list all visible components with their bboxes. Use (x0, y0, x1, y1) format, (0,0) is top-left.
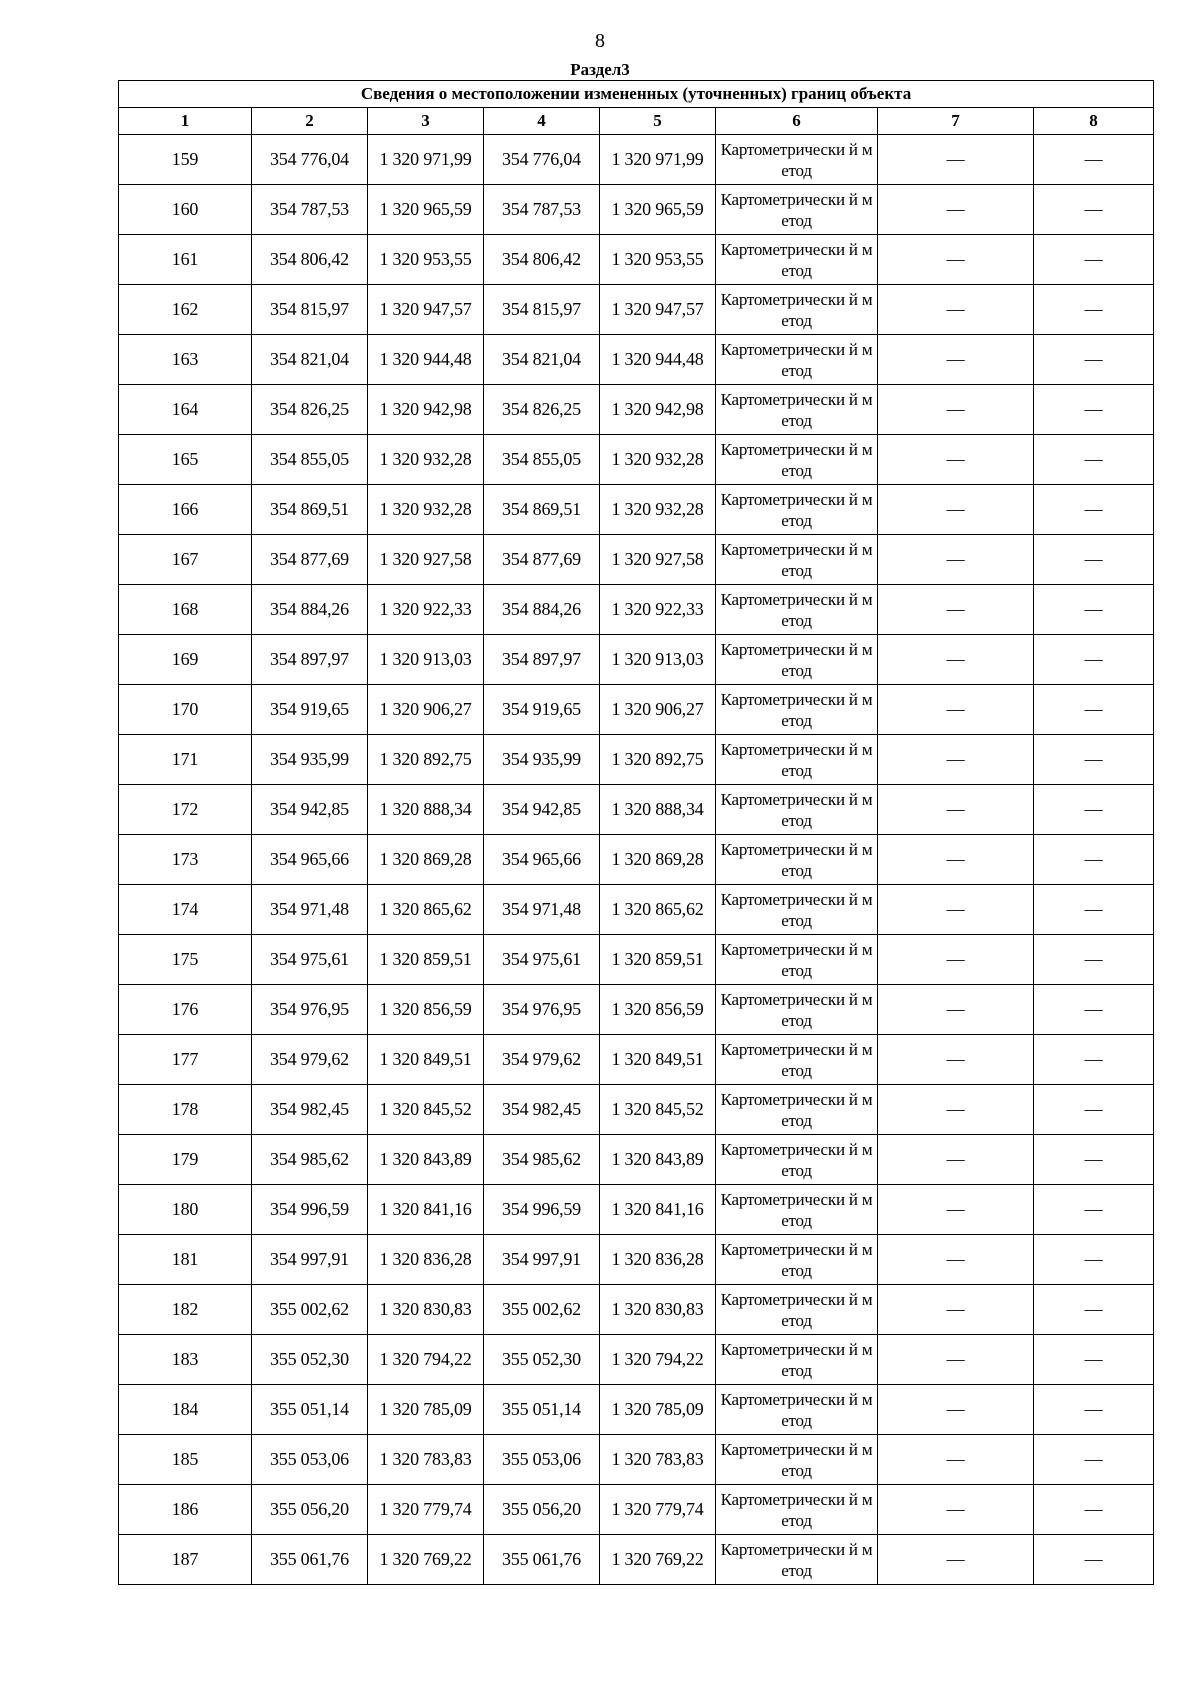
table-cell: — (878, 1085, 1034, 1135)
table-cell: — (1034, 885, 1154, 935)
table-cell: 354 776,04 (252, 135, 368, 185)
table-cell: 354 919,65 (484, 685, 600, 735)
table-row (119, 1535, 1154, 1585)
table-cell: 1 320 849,51 (368, 1035, 484, 1085)
table-cell: — (878, 1335, 1034, 1385)
table-row (119, 885, 1154, 935)
table-cell: — (1034, 985, 1154, 1035)
table-cell: — (1034, 535, 1154, 585)
table-cell: — (878, 1135, 1034, 1185)
table-row (119, 1035, 1154, 1085)
table-cell: 185 (119, 1435, 252, 1485)
table-cell: — (878, 435, 1034, 485)
table-cell: — (878, 685, 1034, 735)
table-cell: — (1034, 635, 1154, 685)
table-cell: 184 (119, 1385, 252, 1435)
table-cell: 166 (119, 485, 252, 535)
table-cell: 354 884,26 (484, 585, 600, 635)
table-cell: 1 320 845,52 (368, 1085, 484, 1135)
table-cell: 355 061,76 (252, 1535, 368, 1585)
column-number-row (119, 108, 1154, 135)
table-cell: 173 (119, 835, 252, 885)
table-cell: 167 (119, 535, 252, 585)
table-cell: 1 320 845,52 (600, 1085, 716, 1135)
table-cell: — (1034, 1035, 1154, 1085)
table-cell: 1 320 836,28 (368, 1235, 484, 1285)
table-body (119, 135, 1154, 1585)
table-cell: — (1034, 785, 1154, 835)
table-cell: — (878, 285, 1034, 335)
table-cell: — (1034, 185, 1154, 235)
table-cell: 354 815,97 (252, 285, 368, 335)
table-cell: 1 320 965,59 (600, 185, 716, 235)
table-cell: 168 (119, 585, 252, 635)
table-cell: — (878, 835, 1034, 885)
table-cell: 1 320 906,27 (368, 685, 484, 735)
table-cell: 1 320 785,09 (600, 1385, 716, 1435)
table-row (119, 585, 1154, 635)
table-cell: 354 826,25 (484, 385, 600, 435)
table-cell: Картометрически й метод (716, 585, 878, 635)
table-cell: — (878, 335, 1034, 385)
table-cell: — (1034, 1185, 1154, 1235)
table-cell: — (1034, 335, 1154, 385)
table-cell: — (878, 1035, 1034, 1085)
table-cell: Картометрически й метод (716, 1235, 878, 1285)
table-cell: — (878, 1235, 1034, 1285)
column-header: 2 (252, 108, 368, 135)
table-row (119, 1085, 1154, 1135)
table-cell: 1 320 947,57 (368, 285, 484, 335)
table-cell: 1 320 932,28 (600, 485, 716, 535)
table-cell: 354 884,26 (252, 585, 368, 635)
table-cell: 354 806,42 (484, 235, 600, 285)
table-cell: — (1034, 1285, 1154, 1335)
table-cell: 354 826,25 (252, 385, 368, 435)
table-cell: 354 942,85 (484, 785, 600, 835)
table-cell: Картометрически й метод (716, 635, 878, 685)
column-header: 3 (368, 108, 484, 135)
table-cell: 354 821,04 (252, 335, 368, 385)
table-cell: 1 320 785,09 (368, 1385, 484, 1435)
table-cell: 1 320 892,75 (600, 735, 716, 785)
table-cell: 1 320 942,98 (600, 385, 716, 435)
table-cell: — (878, 385, 1034, 435)
table-cell: 1 320 888,34 (368, 785, 484, 835)
table-cell: — (1034, 1485, 1154, 1535)
table-cell: — (1034, 585, 1154, 635)
table-cell: 1 320 913,03 (600, 635, 716, 685)
table-cell: 354 982,45 (484, 1085, 600, 1135)
table-row (119, 1485, 1154, 1535)
table-cell: — (878, 785, 1034, 835)
table-cell: — (1034, 385, 1154, 435)
table-cell: Картометрически й метод (716, 335, 878, 385)
table-cell: 354 869,51 (252, 485, 368, 535)
table-cell: Картометрически й метод (716, 1085, 878, 1135)
table-cell: — (878, 985, 1034, 1035)
table-cell: 1 320 843,89 (600, 1135, 716, 1185)
column-header: 7 (878, 108, 1034, 135)
table-cell: 1 320 830,83 (600, 1285, 716, 1335)
table-cell: Картометрически й метод (716, 1185, 878, 1235)
table-row (119, 785, 1154, 835)
table-cell: 1 320 971,99 (368, 135, 484, 185)
table-cell: 162 (119, 285, 252, 335)
table-row (119, 835, 1154, 885)
table-cell: — (878, 1535, 1034, 1585)
table-cell: — (1034, 935, 1154, 985)
table-cell: 1 320 849,51 (600, 1035, 716, 1085)
table-cell: 354 996,59 (252, 1185, 368, 1235)
table-cell: 178 (119, 1085, 252, 1135)
table-row (119, 1235, 1154, 1285)
table-cell: 1 320 836,28 (600, 1235, 716, 1285)
table-cell: 354 935,99 (252, 735, 368, 785)
table-cell: 177 (119, 1035, 252, 1085)
table-cell: — (1034, 1235, 1154, 1285)
table-cell: Картометрически й метод (716, 935, 878, 985)
table-cell: 1 320 779,74 (368, 1485, 484, 1535)
table-cell: 1 320 944,48 (600, 335, 716, 385)
table-cell: Картометрически й метод (716, 1035, 878, 1085)
table-caption: Сведения о местоположении измененных (уточненных) границ объекта (119, 81, 1154, 108)
table-cell: Картометрически й метод (716, 985, 878, 1035)
table-cell: 1 320 859,51 (368, 935, 484, 985)
table-cell: 180 (119, 1185, 252, 1235)
table-cell: 1 320 869,28 (368, 835, 484, 885)
coordinates-table (118, 80, 1154, 1585)
table-cell: — (1034, 1335, 1154, 1385)
table-cell: — (878, 185, 1034, 235)
table-row (119, 535, 1154, 585)
table-row (119, 635, 1154, 685)
table-cell: 1 320 830,83 (368, 1285, 484, 1335)
table-cell: 1 320 841,16 (368, 1185, 484, 1235)
table-cell: 1 320 865,62 (600, 885, 716, 935)
table-cell: Картометрически й метод (716, 1335, 878, 1385)
table-cell: 187 (119, 1535, 252, 1585)
table-cell: — (1034, 1535, 1154, 1585)
table-cell: 1 320 965,59 (368, 185, 484, 235)
table-cell: 355 002,62 (252, 1285, 368, 1335)
table-cell: Картометрически й метод (716, 1385, 878, 1435)
table-cell: 355 002,62 (484, 1285, 600, 1335)
table-cell: 1 320 906,27 (600, 685, 716, 735)
table-cell: — (1034, 1085, 1154, 1135)
table-cell: 1 320 769,22 (368, 1535, 484, 1585)
table-cell: 354 935,99 (484, 735, 600, 785)
table-cell: 354 975,61 (484, 935, 600, 985)
table-cell: 1 320 944,48 (368, 335, 484, 385)
table-cell: Картометрически й метод (716, 235, 878, 285)
table-cell: 171 (119, 735, 252, 785)
table-row (119, 1185, 1154, 1235)
table-cell: 354 869,51 (484, 485, 600, 535)
table-row (119, 1335, 1154, 1385)
table-cell: — (878, 935, 1034, 985)
table-cell: Картометрически й метод (716, 835, 878, 885)
table-row (119, 485, 1154, 535)
table-cell: 354 877,69 (484, 535, 600, 585)
table-cell: 1 320 927,58 (600, 535, 716, 585)
table-cell: Картометрически й метод (716, 385, 878, 435)
table-cell: 165 (119, 435, 252, 485)
table-row (119, 935, 1154, 985)
table-cell: — (1034, 485, 1154, 535)
column-header: 6 (716, 108, 878, 135)
table-cell: 1 320 865,62 (368, 885, 484, 935)
table-cell: 1 320 783,83 (600, 1435, 716, 1485)
table-cell: — (1034, 135, 1154, 185)
table-cell: 1 320 971,99 (600, 135, 716, 185)
table-cell: 1 320 913,03 (368, 635, 484, 685)
table-cell: 174 (119, 885, 252, 935)
table-cell: 354 965,66 (252, 835, 368, 885)
table-cell: 354 806,42 (252, 235, 368, 285)
table-cell: 1 320 794,22 (600, 1335, 716, 1385)
table-cell: — (1034, 685, 1154, 735)
table-cell: 354 897,97 (252, 635, 368, 685)
table-cell: 179 (119, 1135, 252, 1185)
table-row (119, 1135, 1154, 1185)
table-cell: 175 (119, 935, 252, 985)
table-cell: 183 (119, 1335, 252, 1385)
table-cell: 354 897,97 (484, 635, 600, 685)
table-cell: 354 985,62 (484, 1135, 600, 1185)
table-cell: 355 053,06 (484, 1435, 600, 1485)
table-cell: Картометрически й метод (716, 785, 878, 835)
table-row (119, 1435, 1154, 1485)
table-cell: 186 (119, 1485, 252, 1535)
table-cell: 354 971,48 (484, 885, 600, 935)
table-cell: 1 320 856,59 (368, 985, 484, 1035)
table-cell: 1 320 927,58 (368, 535, 484, 585)
table-cell: 163 (119, 335, 252, 385)
column-header: 5 (600, 108, 716, 135)
table-cell: 355 061,76 (484, 1535, 600, 1585)
table-cell: — (1034, 1435, 1154, 1485)
table-cell: — (878, 585, 1034, 635)
table-cell: 354 965,66 (484, 835, 600, 885)
table-cell: 355 056,20 (252, 1485, 368, 1535)
table-cell: 354 776,04 (484, 135, 600, 185)
table-cell: 354 996,59 (484, 1185, 600, 1235)
table-cell: — (1034, 1135, 1154, 1185)
table-cell: 169 (119, 635, 252, 685)
table-cell: 354 985,62 (252, 1135, 368, 1185)
table-cell: 354 855,05 (252, 435, 368, 485)
table-cell: — (1034, 285, 1154, 335)
table-cell: 354 787,53 (484, 185, 600, 235)
table-row (119, 385, 1154, 435)
table-cell: 354 997,91 (484, 1235, 600, 1285)
table-row (119, 735, 1154, 785)
table-row (119, 1285, 1154, 1335)
table-cell: — (878, 485, 1034, 535)
section-title: Раздел3 (570, 60, 630, 79)
table-cell: — (878, 1285, 1034, 1335)
table-cell: 354 919,65 (252, 685, 368, 735)
table-cell: 355 052,30 (252, 1335, 368, 1385)
table-cell: Картометрически й метод (716, 535, 878, 585)
table-cell: Картометрически й метод (716, 685, 878, 735)
table-cell: 1 320 888,34 (600, 785, 716, 835)
table-cell: 1 320 859,51 (600, 935, 716, 985)
table-cell: 1 320 932,28 (368, 435, 484, 485)
table-cell: 161 (119, 235, 252, 285)
table-cell: 1 320 769,22 (600, 1535, 716, 1585)
table-row (119, 185, 1154, 235)
table-cell: — (1034, 435, 1154, 485)
table-row (119, 1385, 1154, 1435)
table-cell: — (878, 135, 1034, 185)
table-cell: 354 979,62 (252, 1035, 368, 1085)
table-cell: 1 320 942,98 (368, 385, 484, 435)
table-cell: 1 320 843,89 (368, 1135, 484, 1185)
table-row (119, 985, 1154, 1035)
table-row (119, 235, 1154, 285)
table-cell: 1 320 779,74 (600, 1485, 716, 1535)
table-cell: — (1034, 235, 1154, 285)
table-cell: — (1034, 735, 1154, 785)
table-cell: 172 (119, 785, 252, 835)
table-cell: — (878, 635, 1034, 685)
table-cell: — (878, 1485, 1034, 1535)
table-cell: 1 320 856,59 (600, 985, 716, 1035)
table-cell: Картометрически й метод (716, 735, 878, 785)
column-header: 4 (484, 108, 600, 135)
table-cell: 1 320 932,28 (368, 485, 484, 535)
table-cell: Картометрически й метод (716, 1285, 878, 1335)
table-cell: 1 320 922,33 (368, 585, 484, 635)
table-cell: 354 982,45 (252, 1085, 368, 1135)
table-cell: 1 320 953,55 (600, 235, 716, 285)
table-cell: 355 056,20 (484, 1485, 600, 1535)
table-cell: 1 320 953,55 (368, 235, 484, 285)
table-cell: Картометрически й метод (716, 1135, 878, 1185)
table-cell: 354 971,48 (252, 885, 368, 935)
table-cell: 170 (119, 685, 252, 735)
table-cell: 1 320 841,16 (600, 1185, 716, 1235)
table-cell: 176 (119, 985, 252, 1035)
table-cell: Картометрически й метод (716, 285, 878, 335)
table-row (119, 135, 1154, 185)
table-cell: 1 320 892,75 (368, 735, 484, 785)
table-cell: 355 051,14 (484, 1385, 600, 1435)
table-cell: Картометрически й метод (716, 185, 878, 235)
table-cell: Картометрически й метод (716, 1435, 878, 1485)
table-cell: 1 320 932,28 (600, 435, 716, 485)
table-cell: 164 (119, 385, 252, 435)
table-cell: 354 815,97 (484, 285, 600, 335)
table-cell: — (878, 235, 1034, 285)
column-header: 1 (119, 108, 252, 135)
table-cell: — (878, 1435, 1034, 1485)
table-cell: 355 052,30 (484, 1335, 600, 1385)
table-cell: 1 320 783,83 (368, 1435, 484, 1485)
table-cell: 1 320 922,33 (600, 585, 716, 635)
table-cell: 1 320 947,57 (600, 285, 716, 335)
table-cell: 354 975,61 (252, 935, 368, 985)
table-cell: — (878, 885, 1034, 935)
table-cell: 1 320 794,22 (368, 1335, 484, 1385)
table-cell: 354 877,69 (252, 535, 368, 585)
table-cell: Картометрически й метод (716, 435, 878, 485)
table-row (119, 285, 1154, 335)
table-cell: 1 320 869,28 (600, 835, 716, 885)
table-row (119, 435, 1154, 485)
table-cell: — (878, 535, 1034, 585)
table-row (119, 685, 1154, 735)
table-cell: 354 976,95 (484, 985, 600, 1035)
page-number: 8 (595, 30, 605, 52)
table-cell: 354 942,85 (252, 785, 368, 835)
table-cell: Картометрически й метод (716, 1485, 878, 1535)
table-cell: Картометрически й метод (716, 1535, 878, 1585)
table-cell: 354 976,95 (252, 985, 368, 1035)
table-cell: Картометрически й метод (716, 135, 878, 185)
table-cell: 159 (119, 135, 252, 185)
table-cell: — (878, 1185, 1034, 1235)
table-cell: 355 053,06 (252, 1435, 368, 1485)
table-cell: 354 821,04 (484, 335, 600, 385)
table-cell: Картометрически й метод (716, 485, 878, 535)
column-header: 8 (1034, 108, 1154, 135)
table-cell: 181 (119, 1235, 252, 1285)
table-cell: — (1034, 1385, 1154, 1435)
table-cell: 182 (119, 1285, 252, 1335)
table-cell: — (878, 1385, 1034, 1435)
table-cell: 354 997,91 (252, 1235, 368, 1285)
table-cell: 355 051,14 (252, 1385, 368, 1435)
table-cell: 160 (119, 185, 252, 235)
table-cell: 354 979,62 (484, 1035, 600, 1085)
table-row (119, 335, 1154, 385)
table-cell: — (1034, 835, 1154, 885)
table-cell: — (878, 735, 1034, 785)
table-cell: 354 787,53 (252, 185, 368, 235)
table-cell: 354 855,05 (484, 435, 600, 485)
table-cell: Картометрически й метод (716, 885, 878, 935)
